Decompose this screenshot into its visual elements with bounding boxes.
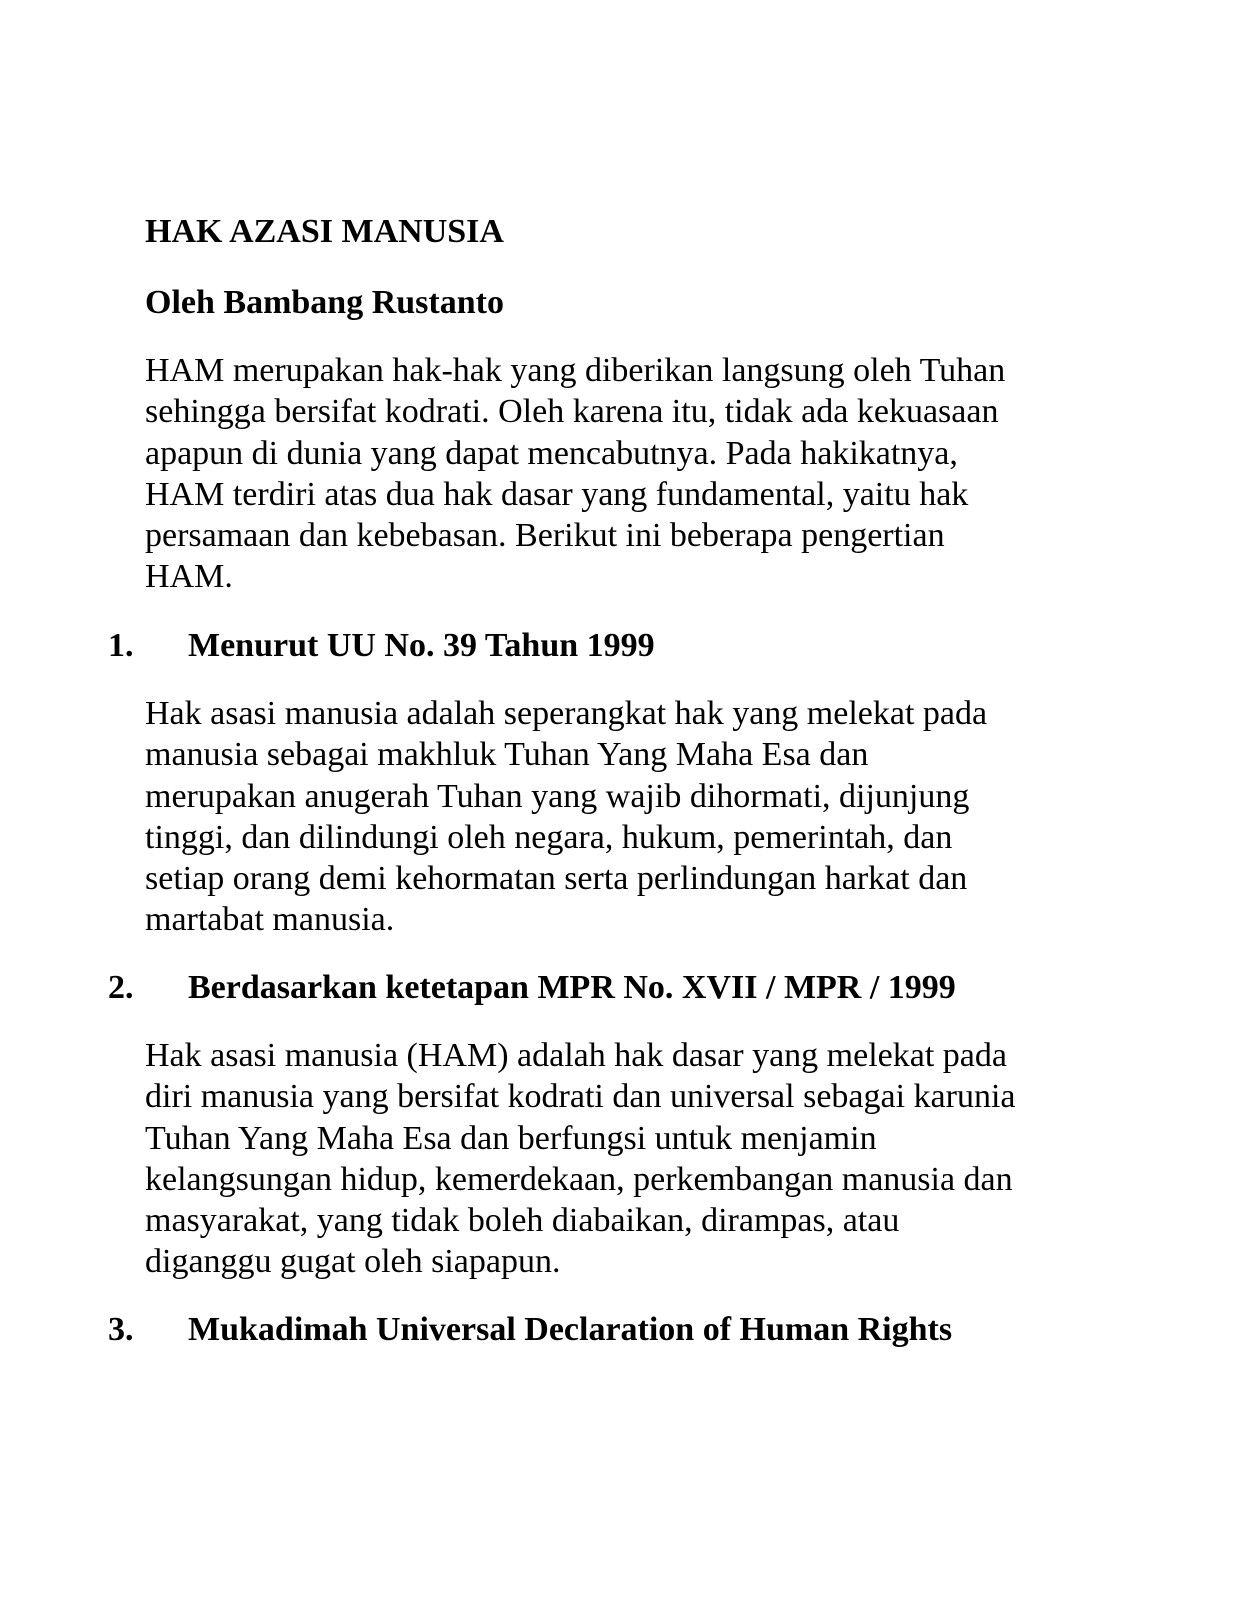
section-number: 3. <box>108 1311 134 1348</box>
paragraph-line: masyarakat, yang tidak boleh diabaikan, dirampas, atau <box>145 1202 900 1240</box>
section-heading-text: Mukadimah Universal Declaration of Human Rights <box>188 1311 953 1348</box>
paragraph-line: tinggi, dan dilindungi oleh negara, hukum, pemerintah, dan <box>145 818 953 856</box>
section-heading-text: Menurut UU No. 39 Tahun 1999 <box>188 627 655 664</box>
paragraph-line: Tuhan Yang Maha Esa dan berfungsi untuk menjamin <box>145 1119 877 1157</box>
paragraph-line: HAM terdiri atas dua hak dasar yang fundamental, yaitu hak <box>145 475 969 513</box>
paragraph-line: HAM merupakan hak-hak yang diberikan langsung oleh Tuhan <box>145 352 1006 389</box>
paragraph-line: setiap orang demi kehormatan serta perlindungan harkat dan <box>145 860 968 898</box>
paragraph-line: diganggu gugat oleh siapapun. <box>145 1243 561 1281</box>
paragraph-line: persamaan dan kebebasan. Berikut ini beberapa pengertian <box>145 517 945 555</box>
intro-paragraph <box>145 350 1105 598</box>
section-2-paragraph <box>145 1035 1105 1283</box>
section-number: 2. <box>108 969 134 1006</box>
document-title: HAK AZASI MANUSIA <box>145 213 504 250</box>
section-heading-3 <box>108 1310 952 1350</box>
paragraph-line: martabat manusia. <box>145 901 395 939</box>
paragraph-line: Hak asasi manusia adalah seperangkat hak yang melekat pada <box>145 695 988 732</box>
section-1-paragraph <box>145 693 1105 941</box>
section-number: 1. <box>108 627 134 664</box>
paragraph-line: merupakan anugerah Tuhan yang wajib dihormati, dijunjung <box>145 777 970 815</box>
paragraph-line: kelangsungan hidup, kemerdekaan, perkembangan manusia dan <box>145 1160 1013 1198</box>
section-heading-text: Berdasarkan ketetapan MPR No. XVII / MPR / 1999 <box>188 969 956 1006</box>
section-heading-1 <box>108 626 655 666</box>
paragraph-line: Hak asasi manusia (HAM) adalah hak dasar yang melekat pada <box>145 1037 1007 1074</box>
paragraph-line: sehingga bersifat kodrati. Oleh karena itu, tidak ada kekuasaan <box>145 393 999 431</box>
section-heading-2 <box>108 968 956 1008</box>
paragraph-line: apapun di dunia yang dapat mencabutnya. Pada hakikatnya, <box>145 434 958 472</box>
paragraph-line: manusia sebagai makhluk Tuhan Yang Maha Esa dan <box>145 736 869 774</box>
paragraph-line: diri manusia yang bersifat kodrati dan universal sebagai karunia <box>145 1078 1016 1116</box>
paragraph-line: HAM. <box>145 558 233 596</box>
document-author: Oleh Bambang Rustanto <box>145 284 504 321</box>
